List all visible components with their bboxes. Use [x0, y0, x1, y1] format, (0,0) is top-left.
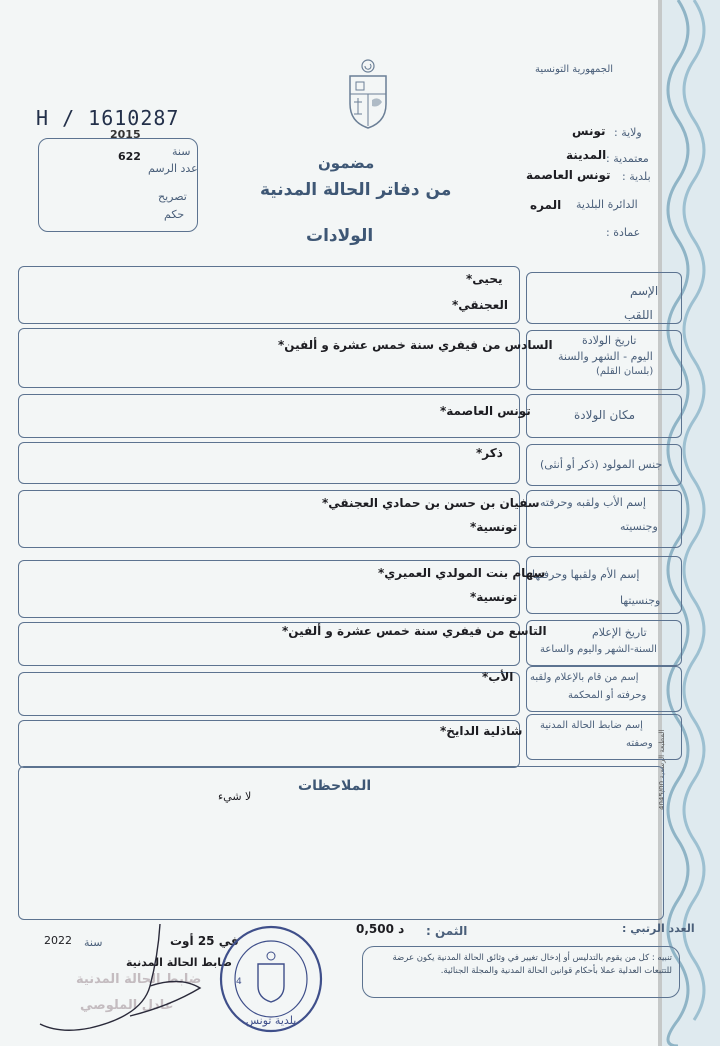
- name-label: الإسم: [630, 284, 659, 298]
- birthplace-value: تونس العاصمة*: [440, 404, 531, 418]
- baladia-value: تونس العاصمة: [526, 168, 611, 182]
- side-printing-code: المطبعة الرسمية 4045/00: [658, 729, 666, 810]
- declarant-label-2: وحرفته أو المحكمة: [568, 690, 647, 701]
- register-year-label: سنة: [172, 145, 191, 158]
- tunisia-emblem: [342, 56, 394, 134]
- row-name-label-box: [526, 272, 682, 324]
- imada-label: عمادة :: [606, 226, 641, 239]
- gender-label: جنس المولود (ذكر أو أنثى): [540, 458, 663, 471]
- wilaya-value: تونس: [572, 124, 606, 138]
- warning-text: تنبيه : كل من يقوم بالتدليس أو إدخال تغيير في وثائق الحالة المدنية يكون عرضة للتتبعات العدلية عملا بأحكام قوانين الحالة المدنية والمجلة الجنائية.: [392, 953, 672, 976]
- doc-title-summary: مضمون: [318, 154, 375, 172]
- country-name: الجمهورية التونسية: [535, 64, 614, 75]
- year-label: سنة: [84, 936, 103, 949]
- row-name-value-box: [18, 266, 520, 324]
- father-value: سفيان بن حسن بن حمادي العجنقي*: [322, 496, 540, 510]
- declarant-value: الأب*: [482, 670, 514, 684]
- father-label: إسم الأب ولقبه وحرفته: [540, 496, 646, 509]
- birthdate-label-3: (بلسان القلم): [596, 366, 654, 377]
- officer-stamp-line1: ضابط الحالة المدنية: [76, 972, 202, 987]
- birthdate-value: السادس من فيفري سنة خمس عشرة و ألفين*: [278, 338, 553, 352]
- serial-number: H / 1610287: [36, 106, 180, 130]
- doc-title-births: الولادات: [306, 226, 374, 246]
- birthplace-label: مكان الولادة: [574, 408, 636, 422]
- birthdate-label: تاريخ الولادة: [582, 334, 637, 347]
- declaration-date-label-2: السنة-الشهر واليوم والساعة: [540, 644, 657, 655]
- gender-value: ذكر*: [476, 446, 503, 460]
- dairat-label: الدائرة البلدية: [576, 198, 638, 211]
- officer-stamp-line2: عادل الملوصي: [80, 998, 174, 1013]
- mother-value: سهام بنت المولدي العميري*: [378, 566, 546, 580]
- wilaya-label: ولاية :: [614, 126, 642, 139]
- mother-label: إسم الأم ولقبها وحرفتها: [532, 568, 640, 581]
- price-label: الثمن :: [426, 924, 468, 938]
- father-label-2: وجنسيته: [620, 520, 658, 533]
- register-judgment-label: حكم: [164, 208, 185, 221]
- row-birthdate-value-box: [18, 328, 520, 388]
- register-record-value: 622: [118, 150, 141, 163]
- officer-label: إسم ضابط الحالة المدنية: [540, 720, 643, 731]
- price-value: 0,500 د: [356, 922, 405, 936]
- birthdate-label-2: اليوم - الشهر والسنة: [558, 350, 653, 363]
- declaration-date-value: التاسع من فيفري سنة خمس عشرة و ألفين*: [282, 624, 547, 638]
- father-nationality: تونسية*: [470, 520, 518, 534]
- serial-order-label: العدد الرتبي :: [622, 922, 695, 935]
- signature: [30, 916, 210, 1040]
- remarks-value: لا شيء: [218, 790, 252, 803]
- stamp-text: بلدية تونس: [245, 1014, 297, 1027]
- name-value: يحيى*: [466, 272, 503, 286]
- svg-text:4: 4: [236, 977, 242, 987]
- declarant-label: إسم من قام بالإعلام ولقبه: [530, 672, 639, 683]
- mother-nationality: تونسية*: [470, 590, 518, 604]
- municipal-stamp: [218, 924, 324, 1034]
- dairat-value: المره: [530, 198, 562, 212]
- officer-label-2: وصفته: [626, 738, 653, 749]
- year-value: 2022: [44, 934, 72, 947]
- year-handwritten: 2015: [110, 128, 141, 141]
- row-declarant-value-box: [18, 672, 520, 716]
- officer-value: شاذلية الدايخ*: [440, 724, 523, 738]
- surname-value: العجنقي*: [452, 298, 508, 312]
- declaration-date-label: تاريخ الإعلام: [592, 626, 647, 639]
- remarks-title: الملاحظات: [298, 778, 372, 794]
- baladia-label: بلدية :: [622, 170, 651, 183]
- officer-title: ضابط الحالة المدنية: [126, 956, 233, 969]
- surname-label: اللقب: [624, 308, 653, 322]
- doc-title-registers: من دفاتر الحالة المدنية: [260, 180, 452, 200]
- mother-label-2: وجنسيتها: [620, 594, 661, 607]
- register-record-label: عدد الرسم: [148, 162, 198, 175]
- row-gender-value-box: [18, 442, 520, 484]
- motamadia-value: المدينة: [566, 148, 607, 162]
- date-value: في 25 أوت: [170, 934, 239, 948]
- motamadia-label: معتمدية :: [606, 152, 649, 165]
- register-declaration-label: تصريح: [158, 190, 187, 203]
